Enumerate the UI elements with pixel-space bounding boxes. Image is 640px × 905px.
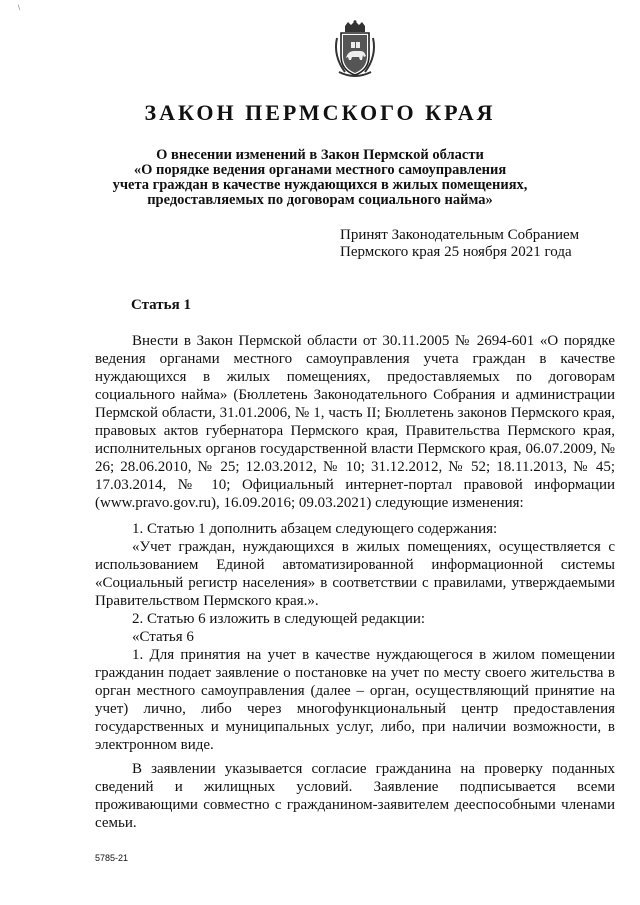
adoption-line: Принят Законодательным Собранием <box>340 227 580 243</box>
perm-coat-of-arms-emblem <box>331 20 379 78</box>
subtitle-line: «О порядке ведения органами местного самоуправления <box>133 162 507 178</box>
law-title: ЗАКОН ПЕРМСКОГО КРАЯ <box>144 100 496 125</box>
article-heading: Статья 1 <box>131 297 191 313</box>
adoption-note <box>340 227 600 261</box>
paragraph: «Статья 6 <box>132 629 194 645</box>
corner-mark: \ <box>18 5 20 12</box>
article-body <box>95 520 615 832</box>
law-subtitle <box>90 148 550 208</box>
paragraph: 1. Статью 1 дополнить абзацем следующего содержания: <box>132 521 498 537</box>
paragraph: 1. Для принятия на учет в качестве нуждающегося в жилом помещении гражданин подает заявление о постановке на учет по месту своего жительства в орган местного самоуправления (далее – орган, осуществляющий принятие на учет) лично, либо через многофункциональный центр предоставления государственных и муниципальных услуг, либо, при наличии возможности, в электронном виде. <box>95 647 615 753</box>
article-paragraph-intro <box>95 332 615 512</box>
adoption-line: Пермского края 25 ноября 2021 года <box>340 244 572 260</box>
subtitle-line: учета граждан в качестве нуждающихся в жилых помещениях, <box>112 177 528 193</box>
paragraph: В заявлении указывается согласие гражданина на проверку поданных сведений и жилищных условий. Заявление подписывается всеми проживающими совместно с гражданином-заявителем дееспособными членами семьи. <box>95 761 615 831</box>
subtitle-line: предоставляемых по договорам социального найма» <box>147 192 493 208</box>
subtitle-line: О внесении изменений в Закон Пермской области <box>156 147 484 163</box>
paragraph: Внести в Закон Пермской области от 30.11.2005 № 2694-601 «О порядке ведения органами местного самоуправления учета граждан в качестве нуждающихся в жилых помещениях, предоставляемых по договорам социального найма» (Бюллетень Законодательного Собрания и администрации Пермской области, 31.01.2006, № 1, часть II; Бюллетень законов Пермского края, правовых актов губернатора Пермского края, Правительства Пермского края, исполнительных органов государственной власти Пермского края, 06.07.2009, № 26; 28.06.2010, № 25; 12.03.2012, № 10; 31.12.2012, № 52; 18.11.2013, № 45; 17.03.2014, № 10; Официальный интернет-портал правовой информации (www.pravo.gov.ru), 16.09.2016; 09.03.2021) следующие изменения: <box>95 333 615 511</box>
document-code: 5785-21 <box>95 853 129 863</box>
paragraph: 2. Статью 6 изложить в следующей редакции: <box>132 611 426 627</box>
paragraph: «Учет граждан, нуждающихся в жилых помещениях, осуществляется с использованием Единой автоматизированной информационной системы «Социальный регистр населения» в соответствии с правилами, утверждаемыми Правительством Пермского края.». <box>95 539 615 609</box>
